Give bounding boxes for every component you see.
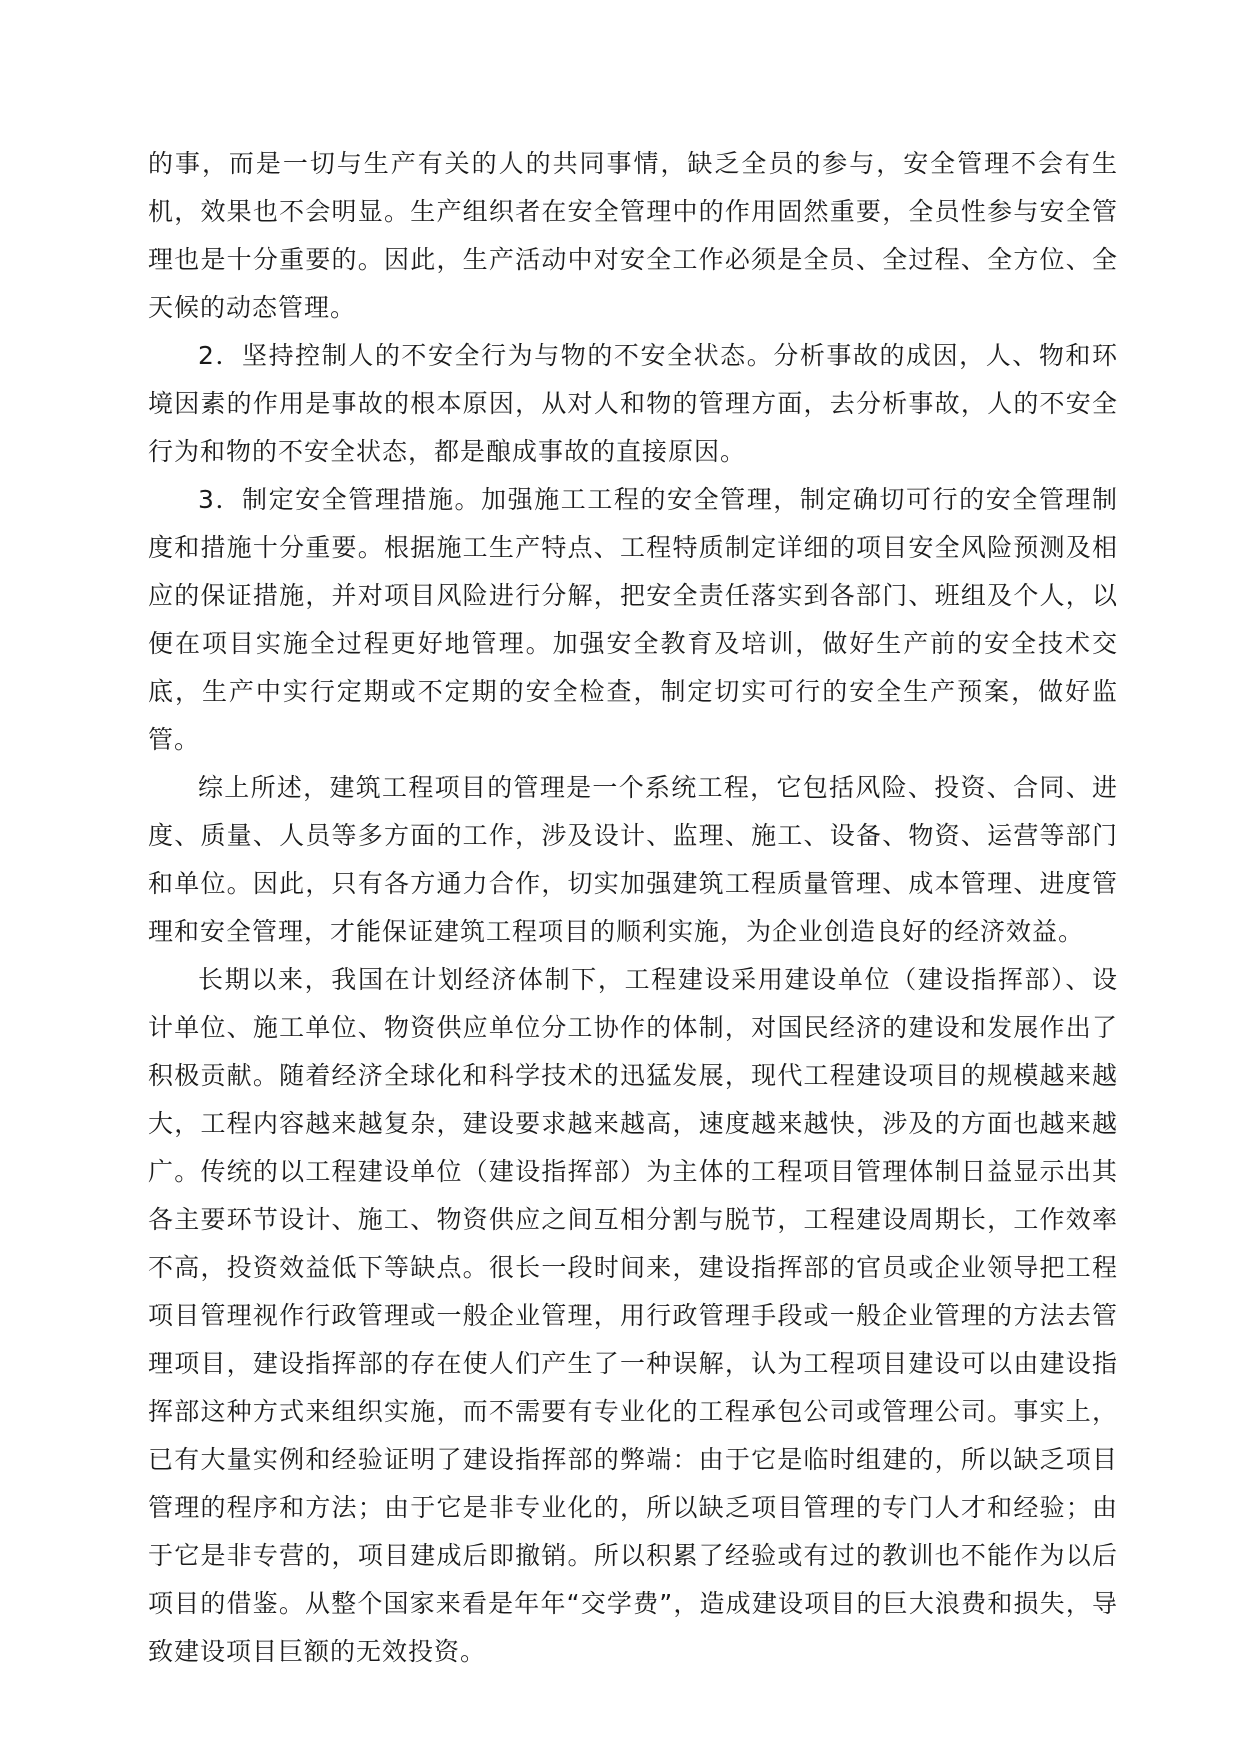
paragraph-item-2: 2．坚持控制人的不安全行为与物的不安全状态。分析事故的成因，人、物和环境因素的作用是事故的根本原因，从对人和物的管理方面，去分析事故，人的不安全行为和物的不安全状态，都是酿成事故的直接原因。 xyxy=(148,341,1118,466)
paragraph-continuation: 的事，而是一切与生产有关的人的共同事情，缺乏全员的参与，安全管理不会有生机，效果也不会明显。生产组织者在安全管理中的作用固然重要，全员性参与安全管理也是十分重要的。因此，生产活动中对安全工作必须是全员、全过程、全方位、全天候的动态管理。 xyxy=(148,149,1118,322)
document-body xyxy=(148,140,1118,1676)
paragraph-summary: 综上所述，建筑工程项目的管理是一个系统工程，它包括风险、投资、合同、进度、质量、人员等多方面的工作，涉及设计、监理、施工、设备、物资、运营等部门和单位。因此，只有各方通力合作，切实加强建筑工程质量管理、成本管理、进度管理和安全管理，才能保证建筑工程项目的顺利实施，为企业创造良好的经济效益。 xyxy=(148,773,1118,946)
paragraph-item-3: 3．制定安全管理措施。加强施工工程的安全管理，制定确切可行的安全管理制度和措施十分重要。根据施工生产特点、工程特质制定详细的项目安全风险预测及相应的保证措施，并对项目风险进行分解，把安全责任落实到各部门、班组及个人，以便在项目实施全过程更好地管理。加强安全教育及培训，做好生产前的安全技术交底，生产中实行定期或不定期的安全检查，制定切实可行的安全生产预案，做好监管。 xyxy=(148,485,1118,754)
paragraph-history: 长期以来，我国在计划经济体制下，工程建设采用建设单位（建设指挥部）、设计单位、施工单位、物资供应单位分工协作的体制，对国民经济的建设和发展作出了积极贡献。随着经济全球化和科学技术的迅猛发展，现代工程建设项目的规模越来越大，工程内容越来越复杂，建设要求越来越高，速度越来越快，涉及的方面也越来越广。传统的以工程建设单位（建设指挥部）为主体的工程项目管理体制日益显示出其各主要环节设计、施工、物资供应之间互相分割与脱节，工程建设周期长，工作效率不高，投资效益低下等缺点。很长一段时间来，建设指挥部的官员或企业领导把工程项目管理视作行政管理或一般企业管理，用行政管理手段或一般企业管理的方法去管理项目，建设指挥部的存在使人们产生了一种误解，认为工程项目建设可以由建设指挥部这种方式来组织实施，而不需要有专业化的工程承包公司或管理公司。事实上，已有大量实例和经验证明了建设指挥部的弊端：由于它是临时组建的，所以缺乏项目管理的程序和方法；由于它是非专业化的，所以缺乏项目管理的专门人才和经验；由于它是非专营的，项目建成后即撤销。所以积累了经验或有过的教训也不能作为以后项目的借鉴。从整个国家来看是年年“交学费”，造成建设项目的巨大浪费和损失，导致建设项目巨额的无效投资。 xyxy=(148,965,1118,1666)
